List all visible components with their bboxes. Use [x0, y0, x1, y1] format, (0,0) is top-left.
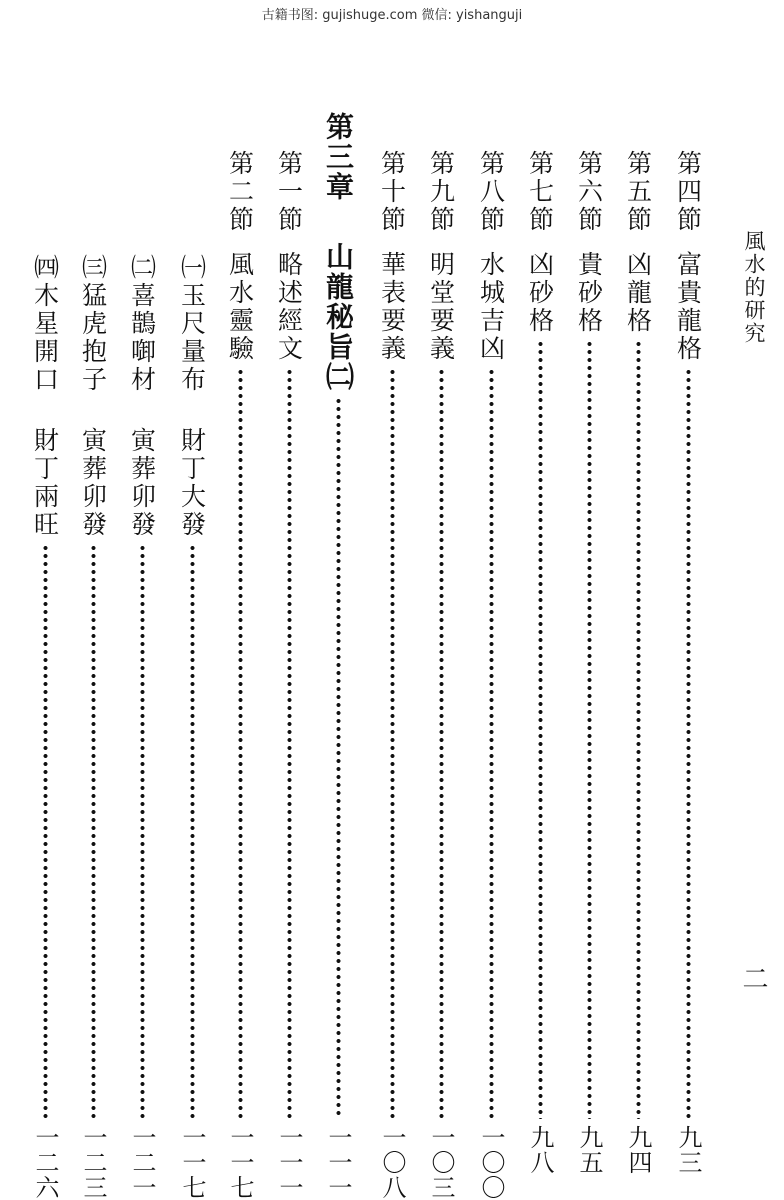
- page-ref: 一二一: [128, 1125, 156, 1200]
- entry-title: 明堂要義: [426, 251, 456, 363]
- page-ref: 九三: [674, 1125, 702, 1175]
- toc-entry-subsection-3[interactable]: [75, 254, 111, 1200]
- section-label: 第十節: [377, 150, 407, 234]
- dot-leader: [336, 397, 341, 1119]
- page-ref: 一一七: [178, 1125, 206, 1200]
- chapter-title: 山龍秘旨㈡: [322, 242, 355, 392]
- section-label: 第六節: [574, 150, 604, 234]
- page-ref: 一〇〇: [477, 1125, 505, 1200]
- section-label: 第七節: [525, 150, 555, 234]
- toc-entry-section-4[interactable]: [670, 150, 706, 1200]
- page-ref: 九五: [575, 1125, 603, 1175]
- toc-entry-section-6[interactable]: [571, 150, 607, 1200]
- entry-title: 華表要義: [377, 251, 407, 363]
- chapter-label: 第三章: [322, 112, 355, 202]
- dot-leader: [287, 368, 292, 1119]
- toc-entry-section-7[interactable]: [522, 150, 558, 1200]
- entry-subtitle: 寅葬卯發: [127, 427, 157, 539]
- toc-entry-section-2[interactable]: [222, 150, 258, 1200]
- toc-entry-subsection-2[interactable]: [124, 254, 160, 1200]
- watermark: 古籍书图: gujishuge.com 微信: yishanguji: [261, 8, 523, 23]
- toc-entry-section-1[interactable]: [271, 150, 307, 1200]
- dot-leader: [43, 544, 48, 1119]
- entry-title: ㈡喜鵲啣材: [127, 254, 157, 394]
- dot-leader: [238, 368, 243, 1119]
- entry-title: ㈠玉尺量布: [177, 254, 207, 394]
- toc-entry-subsection-4[interactable]: [27, 254, 63, 1200]
- section-label: 第九節: [426, 150, 456, 234]
- entry-subtitle: 財丁大發: [177, 427, 207, 539]
- page-ref: 九八: [526, 1125, 554, 1175]
- toc-entry-chapter-3[interactable]: [320, 112, 356, 1200]
- page-ref: 一二六: [31, 1125, 59, 1200]
- page-ref: 一一一: [324, 1125, 352, 1200]
- dot-leader: [390, 368, 395, 1119]
- section-label: 第一節: [274, 150, 304, 234]
- entry-title: 凶龍格: [623, 251, 653, 335]
- section-label: 第二節: [225, 150, 255, 234]
- toc-entry-section-10[interactable]: [374, 150, 410, 1200]
- page-ref: 一一七: [226, 1125, 254, 1200]
- entry-title: 風水靈驗: [225, 251, 255, 363]
- entry-title: 貴砂格: [574, 251, 604, 335]
- dot-leader: [538, 340, 543, 1119]
- book-title: 風水的研究: [742, 230, 766, 345]
- dot-leader: [686, 368, 691, 1119]
- entry-title: 水城吉凶: [476, 251, 506, 363]
- page-ref: 九四: [624, 1125, 652, 1175]
- page-ref: 一一一: [275, 1125, 303, 1200]
- section-label: 第五節: [623, 150, 653, 234]
- toc-entry-section-9[interactable]: [423, 150, 459, 1200]
- toc-entry-section-5[interactable]: [620, 150, 656, 1200]
- page-ref: 一〇八: [378, 1125, 406, 1200]
- entry-title: 凶砂格: [525, 251, 555, 335]
- entry-title: 略述經文: [274, 251, 304, 363]
- page-ref: 一二三: [79, 1125, 107, 1200]
- page-number: 二: [738, 965, 768, 991]
- toc-entry-subsection-1[interactable]: [174, 254, 210, 1200]
- dot-leader: [489, 368, 494, 1119]
- entry-title: ㈢猛虎抱子: [78, 254, 108, 394]
- dot-leader: [636, 340, 641, 1119]
- dot-leader: [439, 368, 444, 1119]
- entry-title: 富貴龍格: [673, 251, 703, 363]
- dot-leader: [587, 340, 592, 1119]
- page-ref: 一〇三: [427, 1125, 455, 1200]
- entry-title: ㈣木星開口: [30, 254, 60, 394]
- dot-leader: [190, 544, 195, 1119]
- toc-entry-section-8[interactable]: [473, 150, 509, 1200]
- entry-subtitle: 寅葬卯發: [78, 427, 108, 539]
- dot-leader: [140, 544, 145, 1119]
- section-label: 第四節: [673, 150, 703, 234]
- dot-leader: [91, 544, 96, 1119]
- section-label: 第八節: [476, 150, 506, 234]
- entry-subtitle: 財丁兩旺: [30, 427, 60, 539]
